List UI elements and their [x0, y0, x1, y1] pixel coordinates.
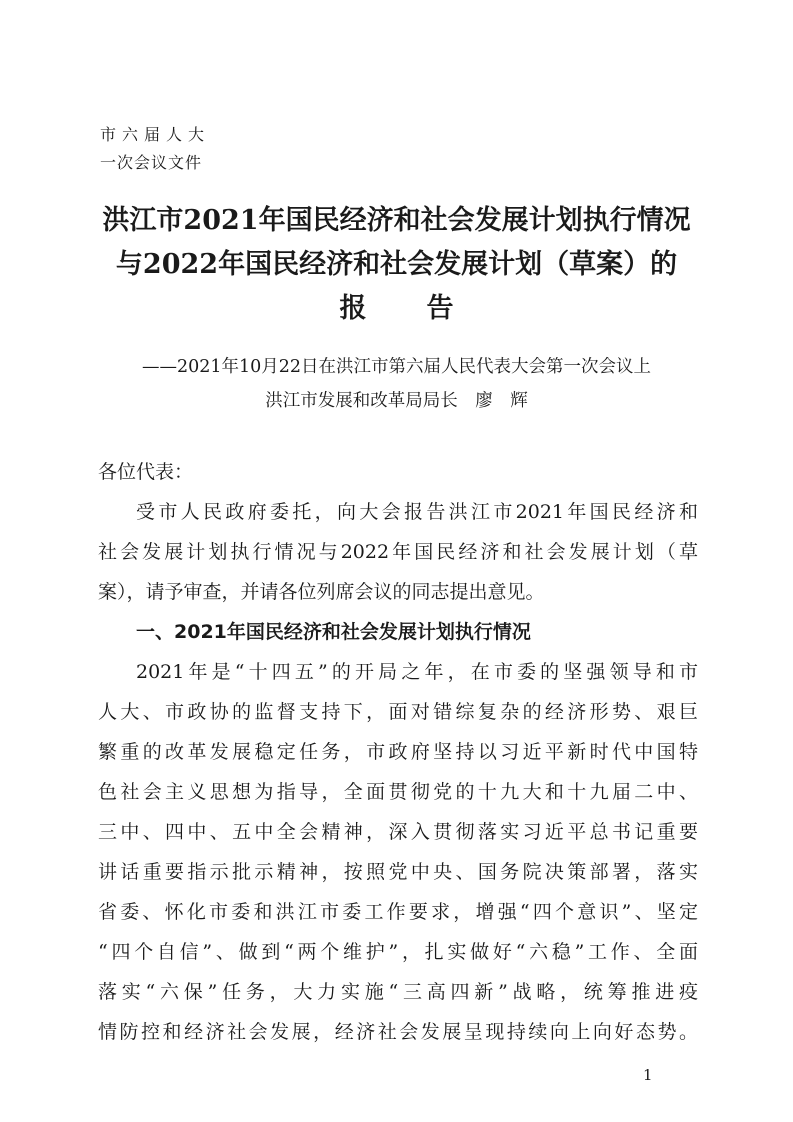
- document-header-line-2: 一次会议文件: [100, 153, 203, 172]
- section-line: 情防控和经济社会发展，经济社会发展呈现持续向上向好态势。: [98, 1021, 698, 1043]
- section-line: “四个自信”、做到“两个维护”，扎实做好“六稳”工作、全面: [98, 941, 698, 963]
- page-number: 1: [643, 1066, 653, 1084]
- section-line: 色社会主义思想为指导，全面贯彻党的十九大和十九届二中、: [98, 781, 698, 803]
- section-line: 人大、市政协的监督支持下，面对错综复杂的经济形势、艰巨: [98, 701, 698, 723]
- report-subtitle-author: 洪江市发展和改革局局长 廖 辉: [265, 391, 528, 411]
- intro-line: 社会发展计划执行情况与2022年国民经济和社会发展计划（草: [98, 541, 698, 563]
- section-line: 三中、四中、五中全会精神，深入贯彻落实习近平总书记重要: [98, 821, 698, 843]
- report-subtitle-occasion: ——2021年10月22日在洪江市第六届人民代表大会第一次会议上: [141, 357, 652, 377]
- salutation: 各位代表：: [98, 461, 194, 483]
- report-title-line-2: 与2022年国民经济和社会发展计划（草案）的: [115, 249, 678, 280]
- section-line: 落实“六保”任务，大力实施“三高四新”战略，统筹推进疫: [98, 981, 698, 1003]
- intro-line: 受市人民政府委托，向大会报告洪江市2021年国民经济和: [136, 501, 698, 523]
- section-line: 繁重的改革发展稳定任务，市政府坚持以习近平新时代中国特: [98, 741, 698, 763]
- report-title-line-1: 洪江市2021年国民经济和社会发展计划执行情况: [102, 205, 691, 236]
- section-line: 省委、怀化市委和洪江市委工作要求，增强“四个意识”、坚定: [98, 901, 698, 923]
- section-heading: 一、2021年国民经济和社会发展计划执行情况: [136, 621, 531, 643]
- document-header-line-1: 市六届人大: [100, 125, 211, 144]
- intro-line: 案），请予审查，并请各位列席会议的同志提出意见。: [98, 581, 545, 603]
- section-line: 2021年是“十四五”的开局之年，在市委的坚强领导和市: [136, 661, 698, 683]
- section-line: 讲话重要指示批示精神，按照党中央、国务院决策部署，落实: [98, 861, 698, 883]
- report-title-line-3: 报告: [339, 293, 514, 324]
